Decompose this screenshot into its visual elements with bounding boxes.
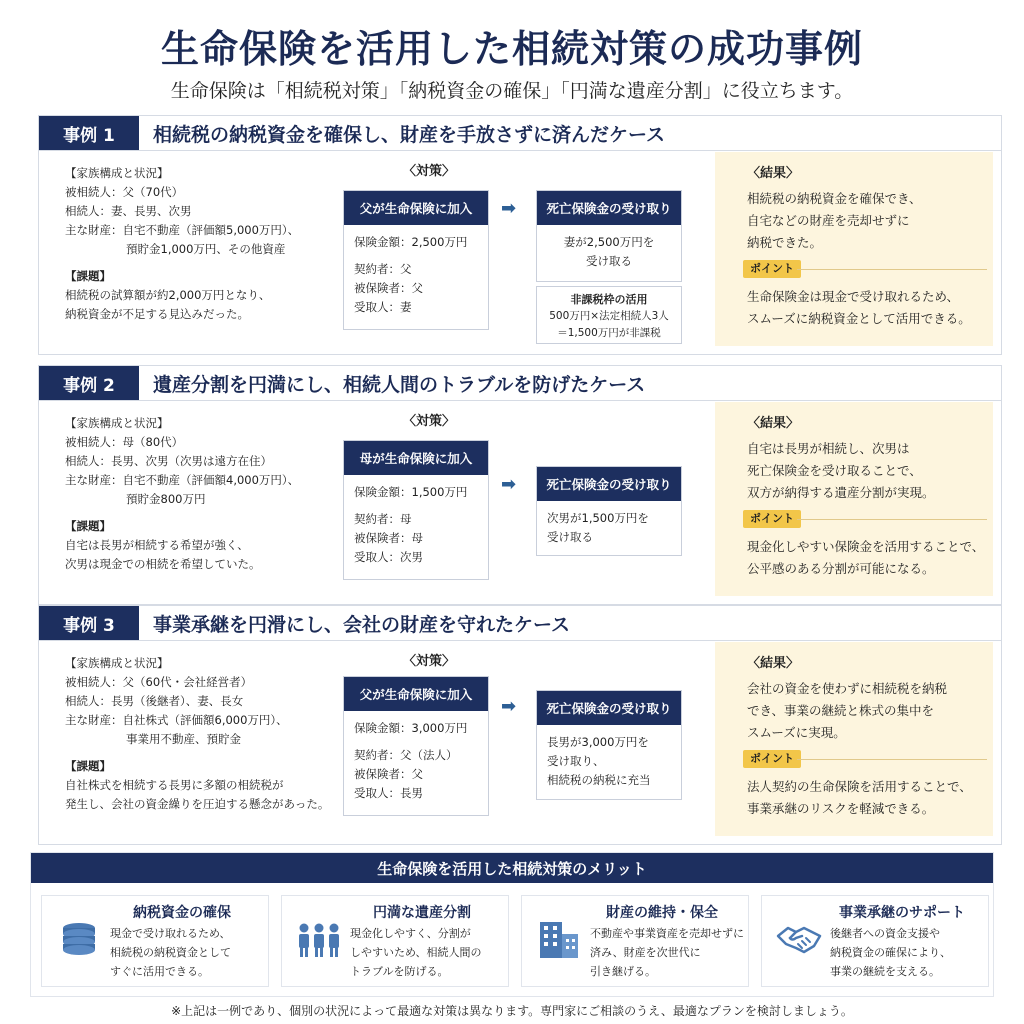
case-tag: 事例 2: [39, 366, 139, 400]
plan-line: 被保険者：父: [354, 281, 423, 295]
merit-line: 不動産や事業資産を売却せずに: [590, 927, 744, 940]
merit-line: すぐに活用できる。: [110, 965, 209, 978]
arrow-icon: ➡: [501, 198, 517, 219]
result-panel: [715, 402, 993, 596]
case-title: 事業承継を円滑にし、会社の財産を守れたケース: [153, 614, 571, 636]
merit-title: 事業承継のサポート: [839, 905, 965, 921]
plan-line: 受取人：次男: [354, 550, 423, 564]
family-label: 【家族構成と状況】: [65, 656, 169, 670]
family-line: 被相続人：父（70代）: [65, 185, 184, 199]
result-label: 〈結果〉: [747, 656, 800, 671]
plan-header: 父が生命保険に加入: [344, 677, 488, 711]
case-2: [38, 365, 1002, 605]
merit-title: 円満な遺産分割: [373, 905, 471, 921]
result-line: 双方が納得する遺産分割が実現。: [747, 485, 935, 500]
handshake-icon: [774, 914, 824, 964]
merit-title: 財産の維持・保全: [606, 905, 718, 921]
family-label: 【家族構成と状況】: [65, 416, 169, 430]
plan-header: 母が生命保険に加入: [344, 441, 488, 475]
people-icon: [294, 914, 344, 964]
plan-box: [343, 440, 489, 580]
issue-label: 【課題】: [65, 519, 111, 533]
payout-line: 次男が1,500万円を: [547, 511, 649, 525]
result-line: 会社の資金を使わずに相続税を納税: [747, 681, 948, 696]
taisaku-label: 〈対策〉: [402, 414, 455, 429]
case-title: 遺産分割を円満にし、相続人間のトラブルを防げたケース: [153, 374, 646, 396]
payout-line: 長男が3,000万円を: [547, 735, 649, 749]
family-line: 主な財産：自宅不動産（評価額4,000万円）、: [65, 473, 300, 487]
merit-line: 相続税の納税資金として: [110, 946, 231, 959]
issue-line: 相続税の試算額が約2,000万円となり、: [65, 288, 271, 302]
case-tag: 事例 3: [39, 606, 139, 640]
result-line: 自宅などの財産を売却せずに: [747, 213, 910, 228]
result-panel: [715, 642, 993, 836]
case-title: 相続税の納税資金を確保し、財産を手放さずに済んだケース: [153, 124, 666, 146]
case-1: [38, 115, 1002, 355]
plan-line: 受取人：妻: [354, 300, 412, 314]
footnote: ※上記は一例であり、個別の状況によって最適な対策は異なります。専門家にご相談のうえ、最適なプランを検討しましょう。: [171, 1004, 853, 1018]
family-line: 主な財産：自社株式（評価額6,000万円）、: [65, 713, 288, 727]
payout-box: [536, 190, 682, 282]
payout-line: 受け取る: [547, 530, 593, 544]
result-label: 〈結果〉: [747, 416, 800, 431]
result-line: 自宅は長男が相続し、次男は: [747, 441, 910, 456]
payout-line: 受け取り、: [547, 754, 605, 768]
building-icon: [534, 914, 584, 964]
merit-line: 後継者への資金支援や: [830, 927, 940, 940]
family-line: 相続人：長男、次男（次男は遠方在住）: [65, 454, 272, 468]
plan-line: 契約者：父（法人）: [354, 748, 458, 762]
plan-line: 被保険者：母: [354, 531, 423, 545]
result-panel: [715, 152, 993, 346]
result-line: スムーズに実現。: [747, 725, 846, 740]
payout-line: 受け取る: [586, 254, 632, 268]
point-line: スムーズに納税資金として活用できる。: [747, 311, 971, 326]
taisaku-label: 〈対策〉: [402, 164, 455, 179]
issue-line: 自宅は長男が相続する希望が強く、: [65, 538, 249, 552]
merit-line: 現金化しやすく、分割が: [350, 927, 471, 940]
payout-line: 相続税の納税に充当: [547, 773, 651, 787]
payout-header: 死亡保険金の受け取り: [537, 467, 681, 501]
family-line: 預貯金1,000万円、その他資産: [126, 242, 286, 256]
merit-line: 納税資金の確保により、: [830, 946, 951, 959]
issue-label: 【課題】: [65, 269, 111, 283]
plan-line: 受取人：長男: [354, 786, 423, 800]
merit-card: [41, 895, 269, 987]
issue-line: 自社株式を相続する長男に多額の相続税が: [65, 778, 284, 792]
point-badge: ポイント: [743, 510, 801, 528]
issue-label: 【課題】: [65, 759, 111, 773]
payout-box: [536, 466, 682, 556]
point-line: 生命保険金は現金で受け取れるため、: [747, 289, 960, 304]
payout-header: 死亡保険金の受け取り: [537, 191, 681, 225]
case-info: [65, 654, 355, 814]
case-tag: 事例 1: [39, 116, 139, 150]
family-label: 【家族構成と状況】: [65, 166, 169, 180]
coins-icon: [54, 914, 104, 964]
family-line: 相続人：長男（後継者）、妻、長女: [65, 694, 244, 708]
merit-card: [761, 895, 989, 987]
result-line: でき、事業の継続と株式の集中を: [747, 703, 935, 718]
merits-header: 生命保険を活用した相続対策のメリット: [31, 853, 993, 883]
result-label: 〈結果〉: [747, 166, 800, 181]
case-info: [65, 414, 355, 574]
payout-header: 死亡保険金の受け取り: [537, 691, 681, 725]
family-line: 事業用不動産、預貯金: [126, 732, 241, 746]
point-badge: ポイント: [743, 260, 801, 278]
tax-exempt-line: ＝1,500万円が非課税: [557, 327, 661, 339]
plan-line: 契約者：母: [354, 512, 412, 526]
family-line: 被相続人：父（60代・会社経営者）: [65, 675, 253, 689]
plan-header: 父が生命保険に加入: [344, 191, 488, 225]
payout-box: [536, 690, 682, 800]
plan-box: [343, 190, 489, 330]
plan-amount: 保険金額：3,000万円: [354, 721, 468, 735]
tax-exempt-box: [536, 286, 682, 344]
plan-box: [343, 676, 489, 816]
plan-amount: 保険金額：2,500万円: [354, 235, 468, 249]
arrow-icon: ➡: [501, 696, 517, 717]
plan-amount: 保険金額：1,500万円: [354, 485, 468, 499]
family-line: 被相続人：母（80代）: [65, 435, 184, 449]
merits-section: [30, 852, 994, 997]
payout-line: 妻が2,500万円を: [563, 235, 655, 249]
merit-line: 引き継げる。: [590, 965, 656, 978]
result-line: 相続税の納税資金を確保でき、: [747, 191, 922, 206]
point-line: 法人契約の生命保険を活用することで、: [747, 779, 972, 794]
merit-line: トラブルを防げる。: [350, 965, 449, 978]
merit-card: [521, 895, 749, 987]
arrow-icon: ➡: [501, 474, 517, 495]
point-line: 事業承継のリスクを軽減できる。: [747, 801, 935, 816]
family-line: 主な財産：自宅不動産（評価額5,000万円）、: [65, 223, 300, 237]
result-line: 納税できた。: [747, 235, 823, 250]
point-badge: ポイント: [743, 750, 801, 768]
taisaku-label: 〈対策〉: [402, 654, 455, 669]
point-line: 現金化しやすい保険金を活用することで、: [747, 539, 985, 554]
case-info: [65, 164, 355, 324]
family-line: 預貯金800万円: [126, 492, 206, 506]
page-title: 生命保険を活用した相続対策の成功事例: [160, 26, 863, 71]
plan-line: 契約者：父: [354, 262, 412, 276]
merit-line: 事業の継続を支える。: [830, 965, 940, 978]
merit-line: しやすいため、相続人間の: [350, 946, 482, 959]
issue-line: 発生し、会社の資金繰りを圧迫する懸念があった。: [65, 797, 330, 811]
result-line: 死亡保険金を受け取ることで、: [747, 463, 922, 478]
family-line: 相続人：妻、長男、次男: [65, 204, 192, 218]
merit-line: 現金で受け取れるため、: [110, 927, 231, 940]
tax-exempt-title: 非課税枠の活用: [570, 293, 648, 306]
issue-line: 次男は現金での相続を希望していた。: [65, 557, 261, 571]
issue-line: 納税資金が不足する見込みだった。: [65, 307, 249, 321]
tax-exempt-line: 500万円×法定相続人3人: [549, 310, 669, 322]
case-3: [38, 605, 1002, 845]
merit-title: 納税資金の確保: [133, 905, 231, 921]
merit-card: [281, 895, 509, 987]
plan-line: 被保険者：父: [354, 767, 423, 781]
page-subtitle: 生命保険は「相続税対策」「納税資金の確保」「円満な遺産分割」に役立ちます。: [170, 80, 854, 102]
point-line: 公平感のある分割が可能になる。: [747, 561, 935, 576]
merit-line: 済み、財産を次世代に: [590, 946, 701, 959]
